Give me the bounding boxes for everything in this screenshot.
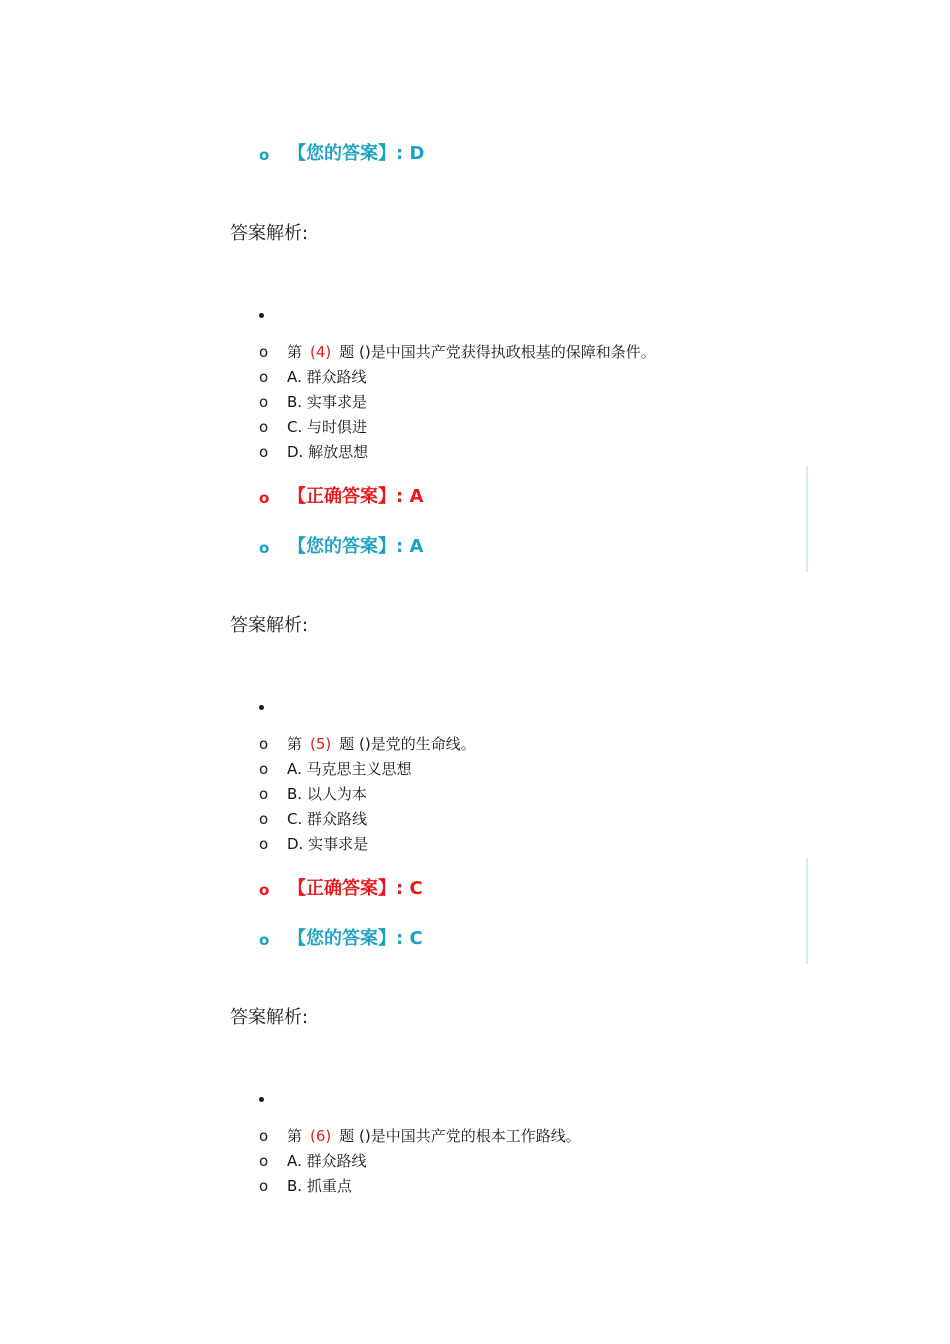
question-stem <box>287 1126 581 1146</box>
question-text: 题 ()是中国共产党获得执政根基的保障和条件。 <box>339 343 656 361</box>
your-answer-text: 【您的答案】: A <box>288 536 424 557</box>
question-text: 题 ()是中国共产党的根本工作路线。 <box>339 1127 581 1145</box>
your-answer-text: 【您的答案】: D <box>288 143 425 164</box>
answer-analysis-label: 答案解析: <box>230 1007 309 1028</box>
option-b: B. 实事求是 <box>287 393 367 411</box>
question-prefix: 第 <box>287 735 303 753</box>
list-marker: o <box>259 343 269 361</box>
answer-analysis-label: 答案解析: <box>230 223 309 244</box>
list-marker: o <box>259 146 270 164</box>
option-a: A. 马克思主义思想 <box>287 760 412 778</box>
list-marker: o <box>259 1177 269 1195</box>
option-b: B. 抓重点 <box>287 1177 352 1195</box>
list-marker: o <box>259 760 269 778</box>
list-marker: o <box>259 393 269 411</box>
question-bullet <box>259 705 264 710</box>
list-marker: o <box>259 539 270 557</box>
correct-answer-text: 【正确答案】: C <box>288 878 423 899</box>
question-prefix: 第 <box>287 343 303 361</box>
question-text: 题 ()是党的生命线。 <box>339 735 476 753</box>
question-number: (5) <box>310 735 332 753</box>
question-stem <box>287 342 656 362</box>
answer-analysis-label: 答案解析: <box>230 615 309 636</box>
list-marker: o <box>259 489 270 507</box>
list-marker: o <box>259 735 269 753</box>
question-bullet <box>259 313 264 318</box>
vertical-divider <box>806 466 808 572</box>
option-c: C. 群众路线 <box>287 810 368 828</box>
list-marker: o <box>259 785 269 803</box>
list-marker: o <box>259 1152 269 1170</box>
list-marker: o <box>259 881 270 899</box>
option-d: D. 解放思想 <box>287 443 369 461</box>
vertical-divider <box>806 858 808 964</box>
option-d: D. 实事求是 <box>287 835 369 853</box>
your-answer-text: 【您的答案】: C <box>288 928 423 949</box>
list-marker: o <box>259 931 270 949</box>
list-marker: o <box>259 810 269 828</box>
option-a: A. 群众路线 <box>287 1152 367 1170</box>
option-c: C. 与时俱进 <box>287 418 368 436</box>
list-marker: o <box>259 443 269 461</box>
question-stem <box>287 734 476 754</box>
question-number: (6) <box>310 1127 332 1145</box>
list-marker: o <box>259 418 269 436</box>
question-number: (4) <box>310 343 332 361</box>
list-marker: o <box>259 1127 269 1145</box>
option-a: A. 群众路线 <box>287 368 367 386</box>
question-bullet <box>259 1097 264 1102</box>
correct-answer-text: 【正确答案】: A <box>288 486 424 507</box>
question-prefix: 第 <box>287 1127 303 1145</box>
list-marker: o <box>259 368 269 386</box>
option-b: B. 以人为本 <box>287 785 367 803</box>
list-marker: o <box>259 835 269 853</box>
